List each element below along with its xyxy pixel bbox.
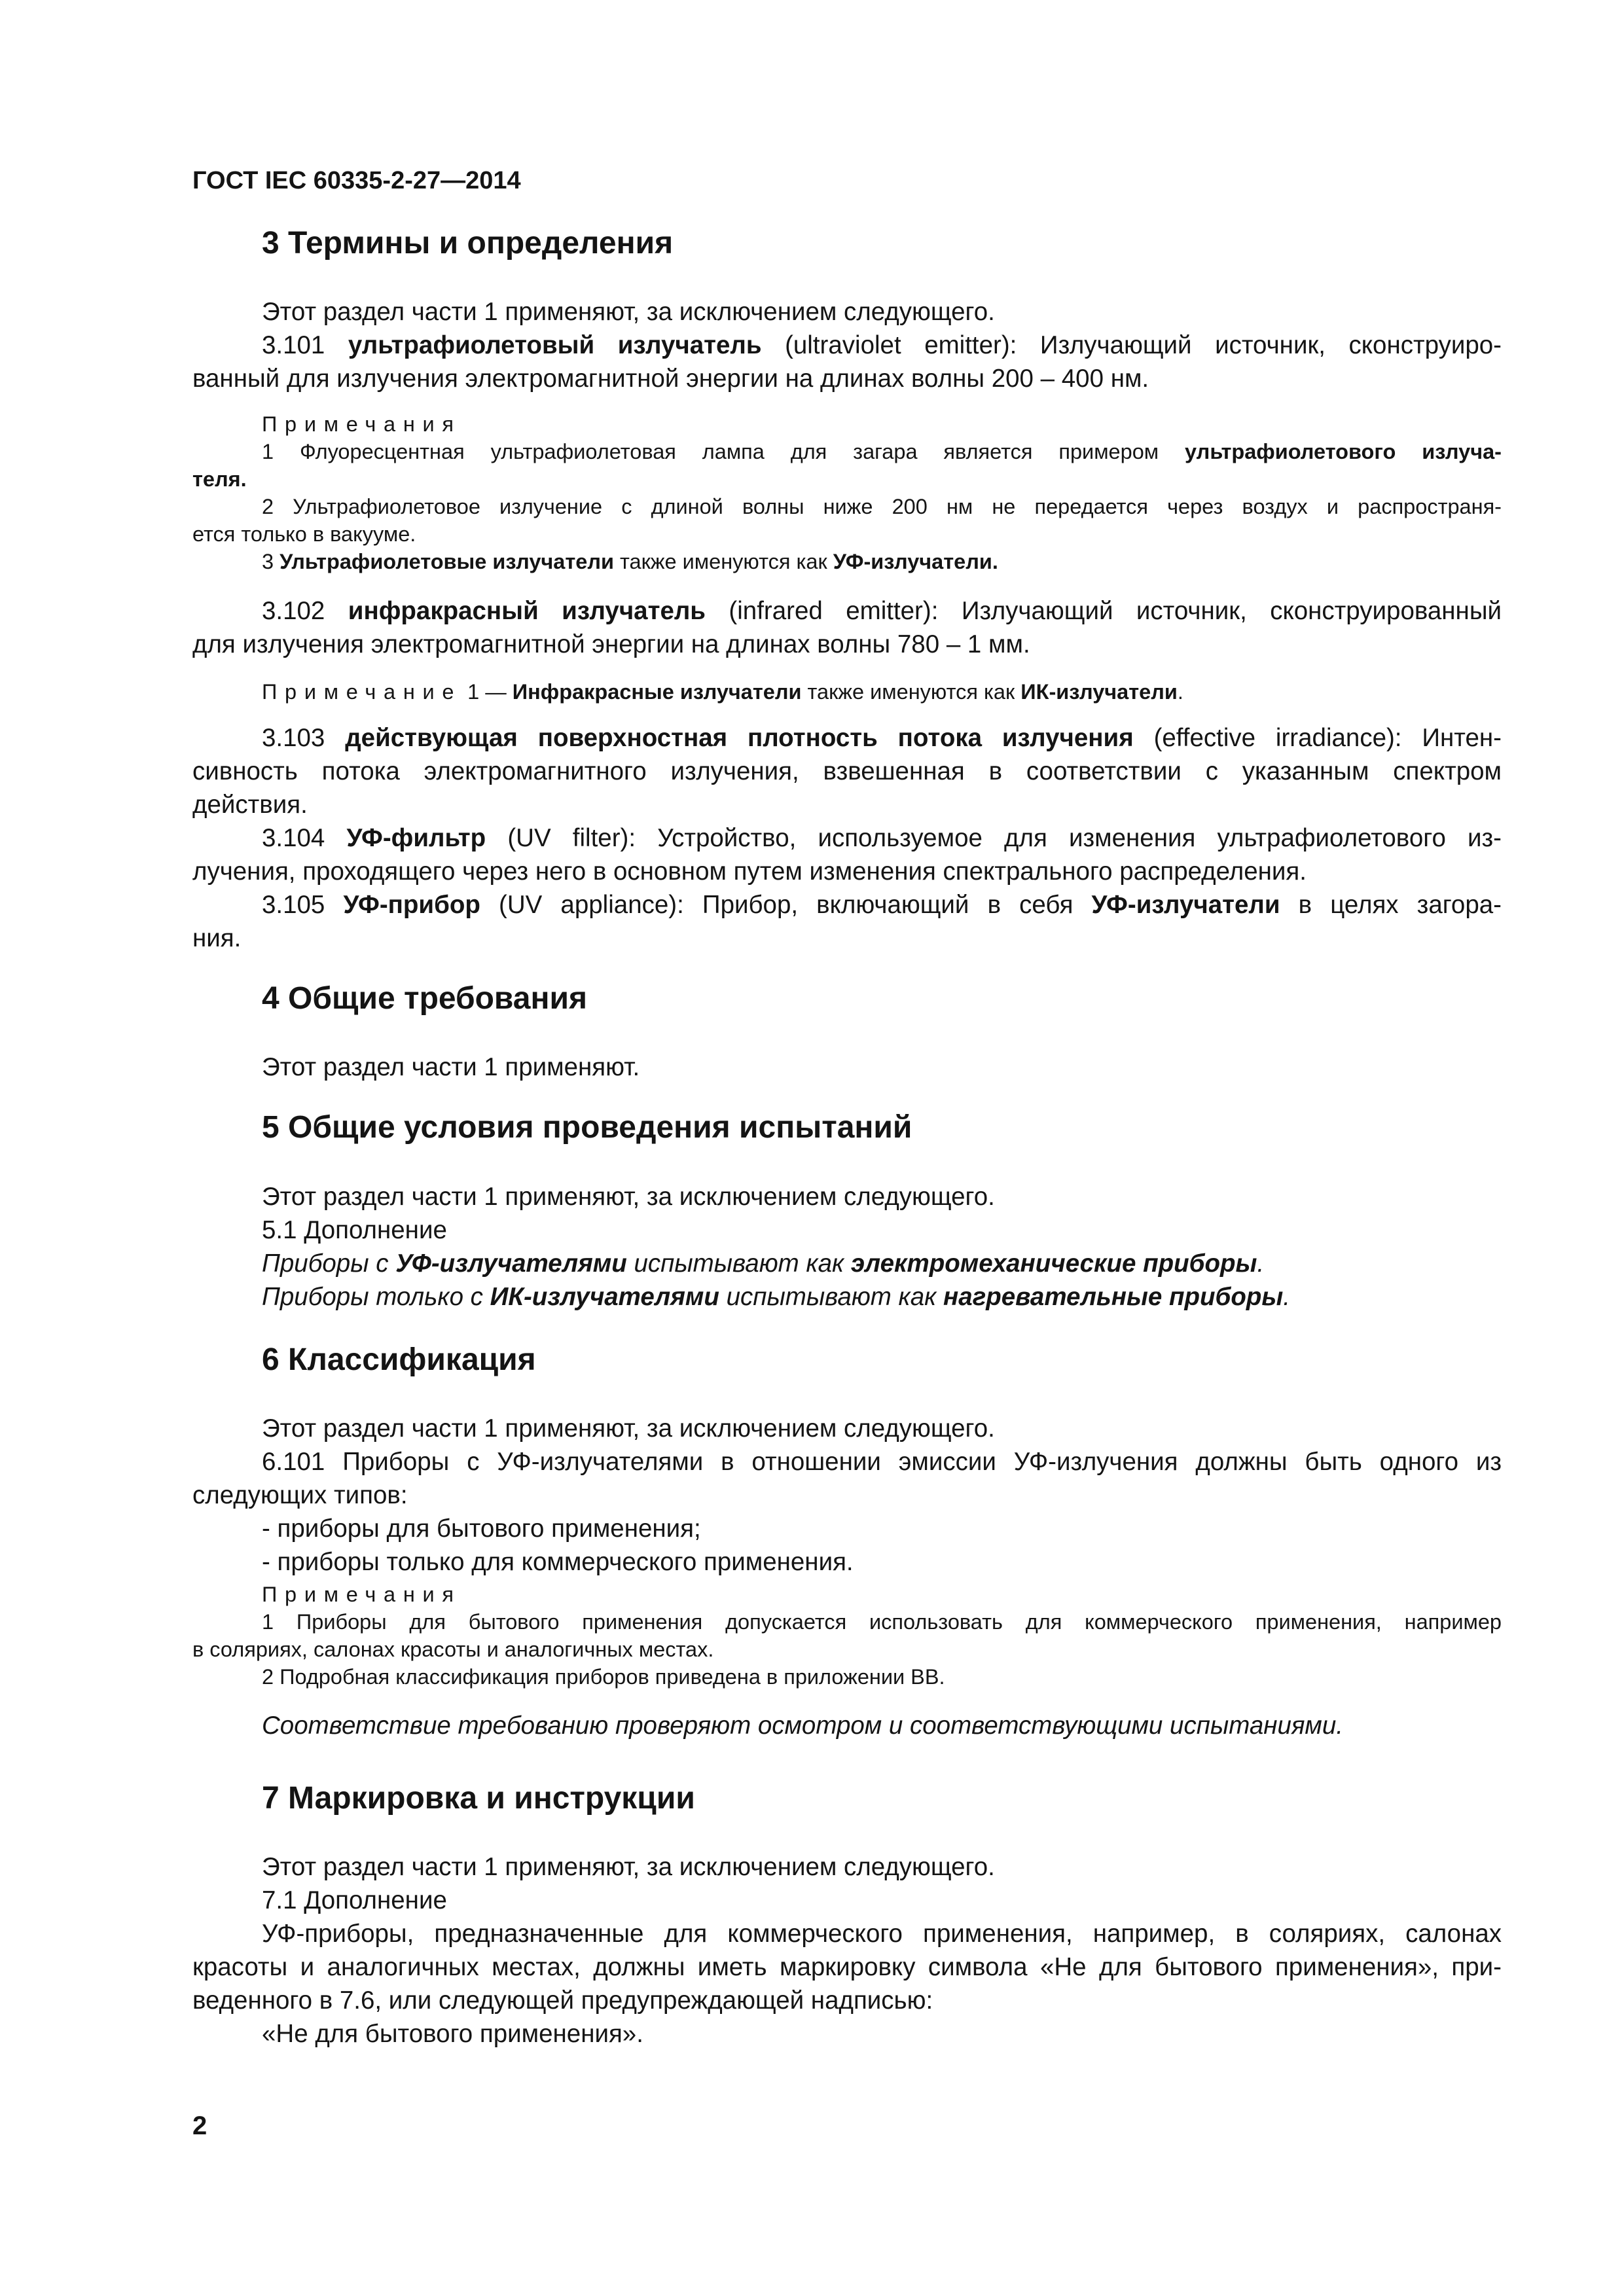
term-3-104-line1: 3.104 УФ-фильтр (UV filter): Устройство, используемое для изменения ультрафиолетового из- bbox=[262, 824, 1502, 852]
terms-3-103-to-3-105 bbox=[192, 721, 1502, 955]
section-3-title: 3 Термины и определения bbox=[262, 226, 674, 260]
note-1-line1: 1 Флуоресцентная ультрафиолетовая лампа для загара является примером ультрафиолетового излуча- bbox=[262, 440, 1502, 463]
section-6-title: 6 Классификация bbox=[262, 1342, 536, 1377]
note-2: 2 Подробная классификация приборов приведена в приложении ВВ. bbox=[262, 1665, 945, 1689]
section-7-intro: Этот раздел части 1 применяют, за исключением следующего. bbox=[262, 1853, 995, 1881]
section-5-title: 5 Общие условия проведения испытаний bbox=[262, 1110, 912, 1145]
section-7-p1: УФ-приборы, предназначенные для коммерческого применения, например, в соляриях, салонах bbox=[262, 1920, 1502, 1948]
term-3-102 bbox=[192, 594, 1502, 661]
notes-label: Примечания bbox=[262, 1583, 461, 1606]
section-7-p3: веденного в 7.6, или следующей предупреждающей надписью: bbox=[192, 1986, 933, 2015]
section-7-body bbox=[192, 1850, 1502, 2051]
term-3-102-line1: 3.102 инфракрасный излучатель (infrared emitter): Излучающий источник, сконструированный bbox=[262, 597, 1502, 625]
section-4-text: Этот раздел части 1 применяют. bbox=[262, 1053, 640, 1081]
section-4-body bbox=[192, 1050, 1502, 1084]
section-7-p4: «Не для бытового применения». bbox=[262, 2020, 643, 2048]
section-7-p2: красоты и аналогичных местах, должны иметь маркировку символа «Не для бытового применения», при- bbox=[192, 1953, 1502, 1981]
term-3-103-line2: сивность потока электромагнитного излучения, взвешенная в соответствии с указанным спектром bbox=[192, 757, 1502, 785]
list-item: - приборы только для коммерческого применения. bbox=[262, 1548, 854, 1576]
term-3-103-line3: действия. bbox=[192, 791, 308, 819]
term-3-105-line2: ния. bbox=[192, 924, 242, 952]
page-number: 2 bbox=[192, 2111, 208, 2140]
note-3-102: Примечание 1 — Инфракрасные излучатели также именуются как ИК-излучатели. bbox=[262, 680, 1183, 704]
term-3-103-line1: 3.103 действующая поверхностная плотность потока излучения (effective irradiance): Интен- bbox=[262, 724, 1502, 752]
note-1-line2: теля. bbox=[192, 467, 247, 491]
note-2-line1: 2 Ультрафиолетовое излучение с длиной волны ниже 200 нм не передается через воздух и распространя- bbox=[262, 495, 1502, 518]
section-6-intro: Этот раздел части 1 применяют, за исключением следующего. bbox=[262, 1414, 995, 1443]
section-4-title: 4 Общие требования bbox=[262, 981, 587, 1016]
note-2-line2: ется только в вакууме. bbox=[192, 522, 416, 546]
term-3-101-line2: ванный для излучения электромагнитной энергии на длинах волны 200 – 400 нм. bbox=[192, 365, 1149, 393]
section-3-intro: Этот раздел части 1 применяют, за исключением следующего. bbox=[262, 298, 995, 326]
term-3-101-line1: 3.101 ультрафиолетовый излучатель (ultraviolet emitter): Излучающий источник, сконструиро- bbox=[262, 331, 1502, 359]
notes-label: Примечания bbox=[262, 412, 461, 436]
term-3-102-line2: для излучения электромагнитной энергии на длинах волны 780 – 1 мм. bbox=[192, 630, 1030, 658]
note-1-line1: 1 Приборы для бытового применения допускается использовать для коммерческого применения, например bbox=[262, 1610, 1502, 1634]
section-5-sub: 5.1 Дополнение bbox=[262, 1216, 447, 1244]
clause-6-101-line2: следующих типов: bbox=[192, 1481, 408, 1509]
section-3-body bbox=[192, 295, 1502, 395]
clause-6-101-line1: 6.101 Приборы с УФ-излучателями в отношении эмиссии УФ-излучения должны быть одного из bbox=[262, 1448, 1502, 1476]
note-1-line2: в соляриях, салонах красоты и аналогичных местах. bbox=[192, 1638, 714, 1661]
section-7-title: 7 Маркировка и инструкции bbox=[262, 1781, 695, 1816]
section-5-line2: Приборы только с ИК-излучателями испытывают как нагревательные приборы. bbox=[262, 1283, 1290, 1311]
note-3: 3 Ультрафиолетовые излучатели также именуются как УФ-излучатели. bbox=[262, 550, 998, 573]
section-3-notes bbox=[192, 410, 1502, 575]
section-6-compliance: Соответствие требованию проверяют осмотром и соответствующими испытаниями. bbox=[262, 1712, 1343, 1740]
note-label: Примечание bbox=[262, 680, 462, 704]
section-7-sub: 7.1 Дополнение bbox=[262, 1886, 447, 1914]
list-item: - приборы для бытового применения; bbox=[262, 1515, 701, 1543]
section-6-notes bbox=[192, 1581, 1502, 1691]
section-5-intro: Этот раздел части 1 применяют, за исключением следующего. bbox=[262, 1183, 995, 1211]
term-3-104-line2: лучения, проходящего через него в основном путем изменения спектрального распределения. bbox=[192, 857, 1307, 886]
term-3-105-line1: 3.105 УФ-прибор (UV appliance): Прибор, включающий в себя УФ-излучатели в целях загора- bbox=[262, 891, 1502, 919]
section-5-body bbox=[192, 1180, 1502, 1314]
section-6-body bbox=[192, 1412, 1502, 1579]
document-header: ГОСТ IEC 60335-2-27—2014 bbox=[192, 167, 521, 194]
section-5-line1: Приборы с УФ-излучателями испытывают как электромеханические приборы. bbox=[262, 1249, 1265, 1278]
